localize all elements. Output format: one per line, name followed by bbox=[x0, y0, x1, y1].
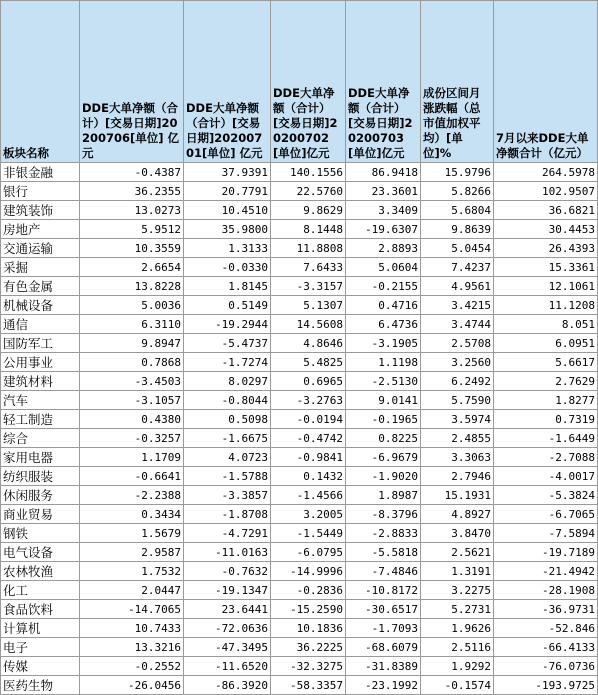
dde-20200706-cell: -3.4503 bbox=[80, 372, 184, 391]
july-dde-total-cell: -52.846 bbox=[494, 619, 598, 638]
july-dde-total-cell: 12.1061 bbox=[494, 277, 598, 296]
table-row bbox=[1, 315, 598, 334]
monthly-change-cell: 5.6804 bbox=[421, 201, 494, 220]
sector-name-cell: 建筑装饰 bbox=[1, 201, 80, 220]
july-dde-total-cell: 264.5978 bbox=[494, 163, 598, 182]
table-row bbox=[1, 638, 598, 657]
dde-20200703-cell: -1.7093 bbox=[346, 619, 421, 638]
table-row bbox=[1, 543, 598, 562]
sector-name-cell: 轻工制造 bbox=[1, 410, 80, 429]
dde-20200701-cell: 10.4510 bbox=[184, 201, 271, 220]
table-row bbox=[1, 163, 598, 182]
table-row bbox=[1, 220, 598, 239]
dde-20200703-cell: -1.9020 bbox=[346, 467, 421, 486]
table-row bbox=[1, 334, 598, 353]
dde-20200703-cell: 6.4736 bbox=[346, 315, 421, 334]
sector-name-cell: 通信 bbox=[1, 315, 80, 334]
july-dde-total-cell: 30.4453 bbox=[494, 220, 598, 239]
sector-name-cell: 非银金融 bbox=[1, 163, 80, 182]
dde-20200706-cell: 10.3559 bbox=[80, 239, 184, 258]
dde-20200702-cell: 3.2005 bbox=[271, 505, 346, 524]
monthly-change-cell: 1.9292 bbox=[421, 657, 494, 676]
dde-20200703-cell: -23.1992 bbox=[346, 676, 421, 695]
july-dde-total-cell: 11.1208 bbox=[494, 296, 598, 315]
monthly-change-cell: 7.4237 bbox=[421, 258, 494, 277]
monthly-change-cell: 5.2731 bbox=[421, 600, 494, 619]
monthly-change-cell: 5.8266 bbox=[421, 182, 494, 201]
header-dde-20200703: DDE大单净额（合计）[交易日期]20200703[单位]亿元 bbox=[346, 1, 421, 163]
dde-20200706-cell: 0.7868 bbox=[80, 353, 184, 372]
dde-20200703-cell: 2.8893 bbox=[346, 239, 421, 258]
dde-20200706-cell: 6.3110 bbox=[80, 315, 184, 334]
dde-20200702-cell: -1.5449 bbox=[271, 524, 346, 543]
dde-20200706-cell: -0.3257 bbox=[80, 429, 184, 448]
header-dde-20200702: DDE大单净额（合计）[交易日期]20200702[单位]亿元 bbox=[271, 1, 346, 163]
table-row bbox=[1, 619, 598, 638]
july-dde-total-cell: -2.7088 bbox=[494, 448, 598, 467]
dde-20200701-cell: 1.3133 bbox=[184, 239, 271, 258]
monthly-change-cell: 9.8639 bbox=[421, 220, 494, 239]
dde-20200701-cell: -4.7291 bbox=[184, 524, 271, 543]
dde-20200701-cell: 4.0723 bbox=[184, 448, 271, 467]
dde-20200706-cell: -0.4387 bbox=[80, 163, 184, 182]
dde-20200702-cell: -3.3157 bbox=[271, 277, 346, 296]
sector-name-cell: 传媒 bbox=[1, 657, 80, 676]
sector-name-cell: 化工 bbox=[1, 581, 80, 600]
dde-20200702-cell: 0.1432 bbox=[271, 467, 346, 486]
sector-name-cell: 交通运输 bbox=[1, 239, 80, 258]
header-july-dde-total: 7月以来DDE大单净额合计（亿元） bbox=[494, 1, 598, 163]
dde-20200706-cell: 5.9512 bbox=[80, 220, 184, 239]
table-row bbox=[1, 581, 598, 600]
sector-name-cell: 计算机 bbox=[1, 619, 80, 638]
dde-20200701-cell: -1.7274 bbox=[184, 353, 271, 372]
sector-name-cell: 农林牧渔 bbox=[1, 562, 80, 581]
sector-name-cell: 医药生物 bbox=[1, 676, 80, 695]
july-dde-total-cell: -6.7065 bbox=[494, 505, 598, 524]
dde-20200702-cell: 8.1448 bbox=[271, 220, 346, 239]
dde-20200703-cell: -31.8389 bbox=[346, 657, 421, 676]
dde-20200703-cell: 5.0604 bbox=[346, 258, 421, 277]
dde-20200701-cell: -1.6675 bbox=[184, 429, 271, 448]
dde-20200702-cell: 0.6965 bbox=[271, 372, 346, 391]
july-dde-total-cell: -19.7189 bbox=[494, 543, 598, 562]
table-row bbox=[1, 391, 598, 410]
dde-20200702-cell: -3.2763 bbox=[271, 391, 346, 410]
july-dde-total-cell: -4.0017 bbox=[494, 467, 598, 486]
dde-20200702-cell: -1.4566 bbox=[271, 486, 346, 505]
july-dde-total-cell: 5.6617 bbox=[494, 353, 598, 372]
dde-20200701-cell: -5.4737 bbox=[184, 334, 271, 353]
header-sector-name: 板块名称 bbox=[1, 1, 80, 163]
table-row bbox=[1, 657, 598, 676]
monthly-change-cell: 3.2275 bbox=[421, 581, 494, 600]
dde-20200706-cell: 13.8228 bbox=[80, 277, 184, 296]
monthly-change-cell: 2.4855 bbox=[421, 429, 494, 448]
dde-20200701-cell: -19.1347 bbox=[184, 581, 271, 600]
sector-name-cell: 房地产 bbox=[1, 220, 80, 239]
july-dde-total-cell: 6.0951 bbox=[494, 334, 598, 353]
dde-20200706-cell: 13.0273 bbox=[80, 201, 184, 220]
table-row bbox=[1, 353, 598, 372]
monthly-change-cell: 2.5116 bbox=[421, 638, 494, 657]
sector-name-cell: 公用事业 bbox=[1, 353, 80, 372]
dde-20200702-cell: 22.5760 bbox=[271, 182, 346, 201]
table-row bbox=[1, 372, 598, 391]
sector-name-cell: 食品饮料 bbox=[1, 600, 80, 619]
monthly-change-cell: 15.1931 bbox=[421, 486, 494, 505]
dde-20200702-cell: -0.2836 bbox=[271, 581, 346, 600]
dde-20200703-cell: -7.4846 bbox=[346, 562, 421, 581]
dde-20200701-cell: -3.3857 bbox=[184, 486, 271, 505]
dde-20200703-cell: 3.3409 bbox=[346, 201, 421, 220]
dde-20200703-cell: -10.8172 bbox=[346, 581, 421, 600]
header-dde-20200701: DDE大单净额（合计）[交易日期]20200701[单位] 亿元 bbox=[184, 1, 271, 163]
dde-20200706-cell: 9.8947 bbox=[80, 334, 184, 353]
header-dde-20200706: DDE大单净额（合计）[交易日期]20200706[单位] 亿元 bbox=[80, 1, 184, 163]
dde-20200702-cell: 10.1836 bbox=[271, 619, 346, 638]
monthly-change-cell: 5.7590 bbox=[421, 391, 494, 410]
dde-20200703-cell: -8.3796 bbox=[346, 505, 421, 524]
monthly-change-cell: 2.5708 bbox=[421, 334, 494, 353]
monthly-change-cell: 5.0454 bbox=[421, 239, 494, 258]
table-row bbox=[1, 182, 598, 201]
dde-20200702-cell: 9.8629 bbox=[271, 201, 346, 220]
dde-20200701-cell: -11.6520 bbox=[184, 657, 271, 676]
july-dde-total-cell: 8.051 bbox=[494, 315, 598, 334]
dde-20200702-cell: -32.3275 bbox=[271, 657, 346, 676]
july-dde-total-cell: 1.8277 bbox=[494, 391, 598, 410]
sector-name-cell: 采掘 bbox=[1, 258, 80, 277]
dde-20200706-cell: -26.0456 bbox=[80, 676, 184, 695]
dde-20200702-cell: -14.9996 bbox=[271, 562, 346, 581]
dde-20200706-cell: 5.0036 bbox=[80, 296, 184, 315]
dde-20200703-cell: 9.0141 bbox=[346, 391, 421, 410]
dde-20200702-cell: 36.2225 bbox=[271, 638, 346, 657]
monthly-change-cell: -0.1574 bbox=[421, 676, 494, 695]
sector-name-cell: 家用电器 bbox=[1, 448, 80, 467]
dde-20200702-cell: 4.8646 bbox=[271, 334, 346, 353]
header-monthly-change: 成份区间月涨跌幅（总市值加权平均）[单位]% bbox=[421, 1, 494, 163]
table-row bbox=[1, 277, 598, 296]
dde-20200703-cell: 86.9418 bbox=[346, 163, 421, 182]
dde-20200706-cell: 0.4380 bbox=[80, 410, 184, 429]
sector-name-cell: 电气设备 bbox=[1, 543, 80, 562]
dde-20200702-cell: -0.0194 bbox=[271, 410, 346, 429]
dde-20200703-cell: -68.6079 bbox=[346, 638, 421, 657]
monthly-change-cell: 4.9561 bbox=[421, 277, 494, 296]
dde-20200703-cell: -2.5130 bbox=[346, 372, 421, 391]
dde-20200706-cell: 10.7433 bbox=[80, 619, 184, 638]
july-dde-total-cell: -66.4133 bbox=[494, 638, 598, 657]
dde-20200701-cell: -1.5788 bbox=[184, 467, 271, 486]
dde-20200703-cell: -0.2155 bbox=[346, 277, 421, 296]
dde-20200706-cell: -3.1057 bbox=[80, 391, 184, 410]
table-row bbox=[1, 486, 598, 505]
table-row bbox=[1, 524, 598, 543]
dde-20200703-cell: 1.8987 bbox=[346, 486, 421, 505]
monthly-change-cell: 3.4744 bbox=[421, 315, 494, 334]
dde-20200701-cell: -47.3495 bbox=[184, 638, 271, 657]
dde-20200706-cell: 1.1709 bbox=[80, 448, 184, 467]
dde-20200702-cell: 14.5608 bbox=[271, 315, 346, 334]
sector-name-cell: 商业贸易 bbox=[1, 505, 80, 524]
july-dde-total-cell: 36.6821 bbox=[494, 201, 598, 220]
dde-20200701-cell: -11.0163 bbox=[184, 543, 271, 562]
dde-20200701-cell: 35.9800 bbox=[184, 220, 271, 239]
monthly-change-cell: 2.7946 bbox=[421, 467, 494, 486]
dde-20200701-cell: 37.9391 bbox=[184, 163, 271, 182]
dde-20200703-cell: -6.9679 bbox=[346, 448, 421, 467]
table-row bbox=[1, 505, 598, 524]
table-row bbox=[1, 429, 598, 448]
dde-20200706-cell: 2.9587 bbox=[80, 543, 184, 562]
dde-20200703-cell: -30.6517 bbox=[346, 600, 421, 619]
table-row bbox=[1, 239, 598, 258]
july-dde-total-cell: -76.0736 bbox=[494, 657, 598, 676]
dde-20200702-cell: 5.4825 bbox=[271, 353, 346, 372]
sector-name-cell: 机械设备 bbox=[1, 296, 80, 315]
dde-20200702-cell: -0.9841 bbox=[271, 448, 346, 467]
monthly-change-cell: 3.3063 bbox=[421, 448, 494, 467]
dde-20200703-cell: -0.1965 bbox=[346, 410, 421, 429]
monthly-change-cell: 15.9796 bbox=[421, 163, 494, 182]
dde-20200703-cell: -19.6307 bbox=[346, 220, 421, 239]
dde-20200706-cell: 13.3216 bbox=[80, 638, 184, 657]
table-row bbox=[1, 448, 598, 467]
dde-20200701-cell: 20.7791 bbox=[184, 182, 271, 201]
monthly-change-cell: 1.3191 bbox=[421, 562, 494, 581]
monthly-change-cell: 1.9626 bbox=[421, 619, 494, 638]
dde-20200701-cell: 0.5098 bbox=[184, 410, 271, 429]
july-dde-total-cell: -1.6449 bbox=[494, 429, 598, 448]
sector-name-cell: 银行 bbox=[1, 182, 80, 201]
dde-20200703-cell: 0.4716 bbox=[346, 296, 421, 315]
dde-20200702-cell: -0.4742 bbox=[271, 429, 346, 448]
sector-name-cell: 休闲服务 bbox=[1, 486, 80, 505]
dde-20200703-cell: -3.1905 bbox=[346, 334, 421, 353]
sector-name-cell: 钢铁 bbox=[1, 524, 80, 543]
dde-20200703-cell: 1.1198 bbox=[346, 353, 421, 372]
dde-20200703-cell: 0.8225 bbox=[346, 429, 421, 448]
dde-20200702-cell: 7.6433 bbox=[271, 258, 346, 277]
table-row bbox=[1, 201, 598, 220]
dde-20200702-cell: 5.1307 bbox=[271, 296, 346, 315]
dde-20200702-cell: -6.0795 bbox=[271, 543, 346, 562]
table-row bbox=[1, 562, 598, 581]
july-dde-total-cell: 2.7629 bbox=[494, 372, 598, 391]
dde-20200706-cell: -0.6641 bbox=[80, 467, 184, 486]
dde-20200702-cell: 140.1556 bbox=[271, 163, 346, 182]
monthly-change-cell: 3.8470 bbox=[421, 524, 494, 543]
july-dde-total-cell: -21.4942 bbox=[494, 562, 598, 581]
table-row bbox=[1, 467, 598, 486]
dde-20200706-cell: 2.0447 bbox=[80, 581, 184, 600]
monthly-change-cell: 4.8927 bbox=[421, 505, 494, 524]
table-row bbox=[1, 676, 598, 695]
sector-name-cell: 纺织服装 bbox=[1, 467, 80, 486]
dde-20200702-cell: 11.8808 bbox=[271, 239, 346, 258]
monthly-change-cell: 3.4215 bbox=[421, 296, 494, 315]
july-dde-total-cell: -28.1908 bbox=[494, 581, 598, 600]
monthly-change-cell: 3.2560 bbox=[421, 353, 494, 372]
dde-20200706-cell: 36.2355 bbox=[80, 182, 184, 201]
dde-20200701-cell: -1.8708 bbox=[184, 505, 271, 524]
dde-20200702-cell: -15.2590 bbox=[271, 600, 346, 619]
july-dde-total-cell: 102.9507 bbox=[494, 182, 598, 201]
july-dde-total-cell: -7.5894 bbox=[494, 524, 598, 543]
dde-20200701-cell: -72.0636 bbox=[184, 619, 271, 638]
table-header bbox=[1, 1, 598, 163]
table-row bbox=[1, 600, 598, 619]
dde-20200706-cell: 2.6654 bbox=[80, 258, 184, 277]
dde-20200701-cell: 8.0297 bbox=[184, 372, 271, 391]
dde-20200701-cell: 23.6441 bbox=[184, 600, 271, 619]
dde-20200706-cell: 0.3434 bbox=[80, 505, 184, 524]
july-dde-total-cell: -5.3824 bbox=[494, 486, 598, 505]
table-row bbox=[1, 410, 598, 429]
table-body bbox=[1, 163, 598, 695]
sector-name-cell: 汽车 bbox=[1, 391, 80, 410]
sector-name-cell: 国防军工 bbox=[1, 334, 80, 353]
dde-20200702-cell: -58.3357 bbox=[271, 676, 346, 695]
july-dde-total-cell: -36.9731 bbox=[494, 600, 598, 619]
dde-20200706-cell: 1.5679 bbox=[80, 524, 184, 543]
table-row bbox=[1, 258, 598, 277]
table-row bbox=[1, 296, 598, 315]
dde-20200701-cell: 1.8145 bbox=[184, 277, 271, 296]
dde-20200703-cell: 23.3601 bbox=[346, 182, 421, 201]
sector-name-cell: 电子 bbox=[1, 638, 80, 657]
monthly-change-cell: 3.5974 bbox=[421, 410, 494, 429]
sector-name-cell: 有色金属 bbox=[1, 277, 80, 296]
dde-20200701-cell: -0.7632 bbox=[184, 562, 271, 581]
dde-20200701-cell: -0.8044 bbox=[184, 391, 271, 410]
july-dde-total-cell: 26.4393 bbox=[494, 239, 598, 258]
monthly-change-cell: 2.5621 bbox=[421, 543, 494, 562]
dde-20200706-cell: -14.7065 bbox=[80, 600, 184, 619]
header-row bbox=[1, 1, 598, 163]
dde-20200706-cell: 1.7532 bbox=[80, 562, 184, 581]
july-dde-total-cell: -193.9725 bbox=[494, 676, 598, 695]
dde-20200701-cell: -86.3920 bbox=[184, 676, 271, 695]
dde-20200703-cell: -2.8833 bbox=[346, 524, 421, 543]
dde-20200701-cell: -0.0330 bbox=[184, 258, 271, 277]
dde-20200701-cell: -19.2944 bbox=[184, 315, 271, 334]
dde-20200701-cell: 0.5149 bbox=[184, 296, 271, 315]
sector-name-cell: 建筑材料 bbox=[1, 372, 80, 391]
monthly-change-cell: 6.2492 bbox=[421, 372, 494, 391]
dde-20200703-cell: -5.5818 bbox=[346, 543, 421, 562]
dde-20200706-cell: -2.2388 bbox=[80, 486, 184, 505]
dde-20200706-cell: -0.2552 bbox=[80, 657, 184, 676]
sector-name-cell: 综合 bbox=[1, 429, 80, 448]
july-dde-total-cell: 0.7319 bbox=[494, 410, 598, 429]
july-dde-total-cell: 15.3361 bbox=[494, 258, 598, 277]
